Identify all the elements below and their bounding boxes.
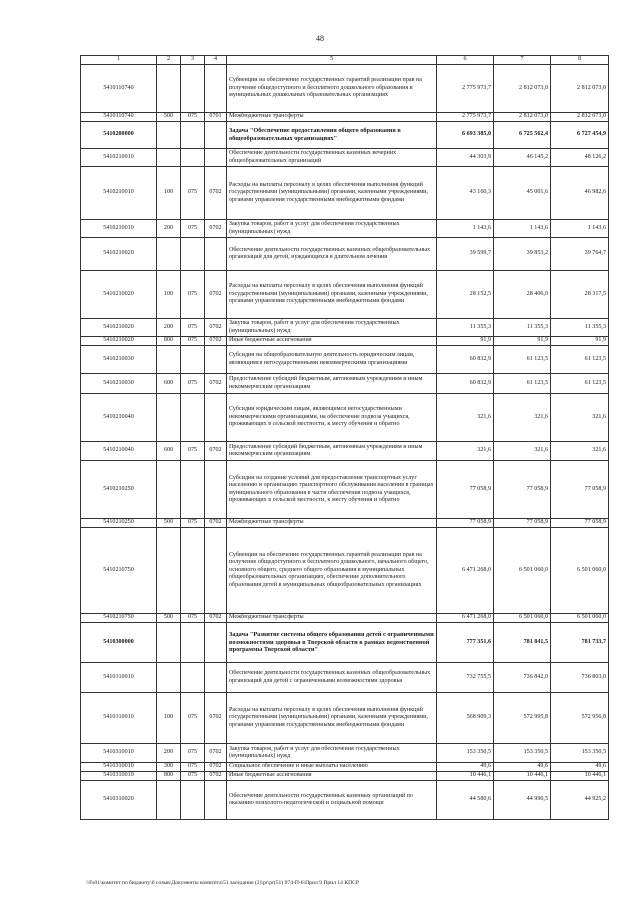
value-col-6-cell: 321,6 bbox=[437, 394, 494, 442]
vr-cell: 100 bbox=[157, 693, 181, 744]
rz-cell: 075 bbox=[181, 519, 205, 528]
pr-cell bbox=[205, 65, 227, 113]
vr-cell: 500 bbox=[157, 113, 181, 122]
pr-cell bbox=[205, 122, 227, 149]
description-cell: Закупка товаров, работ и услуг для обеспечения государственных (муниципальных) нужд bbox=[227, 744, 437, 763]
vr-cell: 100 bbox=[157, 167, 181, 220]
value-col-7-cell: 6 501 060,0 bbox=[494, 614, 551, 623]
code-cell: 5410210750 bbox=[81, 528, 157, 614]
description-cell: Субсидии на создание условий для предоставления транспортных услуг населению и организацию транспортного обслуживания населения в границах муниципального образования в части обеспечения подвоза учащихся, проживающих в сельской местности, к месту обучения и обратно bbox=[227, 461, 437, 519]
table-row bbox=[81, 337, 609, 346]
header-col-4: 4 bbox=[205, 56, 227, 65]
pr-cell bbox=[205, 781, 227, 820]
value-col-6-cell: 6 471 268,0 bbox=[437, 614, 494, 623]
description-cell: Расходы на выплаты персоналу в целях обеспечения выполнения функций государственными (муниципальными) органами, казенными учреждениями, органами управления государственными внебюджетными фондами bbox=[227, 167, 437, 220]
table-row bbox=[81, 442, 609, 461]
value-col-6-cell: 44 303,9 bbox=[437, 149, 494, 167]
value-col-8-cell: 6 501 060,0 bbox=[551, 528, 609, 614]
value-col-6-cell: 1 143,6 bbox=[437, 220, 494, 238]
rz-cell bbox=[181, 394, 205, 442]
vr-cell bbox=[157, 346, 181, 374]
code-cell: 5410310020 bbox=[81, 781, 157, 820]
table-row bbox=[81, 394, 609, 442]
rz-cell bbox=[181, 781, 205, 820]
pr-cell: 0702 bbox=[205, 167, 227, 220]
value-col-6-cell: 6 693 385,0 bbox=[437, 122, 494, 149]
rz-cell: 075 bbox=[181, 337, 205, 346]
value-col-7-cell: 77 058,9 bbox=[494, 519, 551, 528]
description-cell: Субсидии на общеобразовательную деятельность юридическим лицам, являющимся негосударственными некоммерческими организациями bbox=[227, 346, 437, 374]
value-col-8-cell: 46 982,6 bbox=[551, 167, 609, 220]
rz-cell: 075 bbox=[181, 772, 205, 781]
table-row bbox=[81, 65, 609, 113]
rz-cell bbox=[181, 122, 205, 149]
value-col-7-cell: 6 725 562,4 bbox=[494, 122, 551, 149]
rz-cell: 075 bbox=[181, 220, 205, 238]
rz-cell bbox=[181, 238, 205, 271]
pr-cell: 0702 bbox=[205, 519, 227, 528]
value-col-7-cell: 736 842,0 bbox=[494, 663, 551, 693]
description-cell: Субвенции на обеспечение государственных гарантий реализации прав на получение общедоступного и бесплатного дошкольного образования в муниципальных дошкольных образовательных организациях bbox=[227, 65, 437, 113]
description-cell: Расходы на выплаты персоналу в целях обеспечения выполнения функций государственными (муниципальными) органами, казенными учреждениями, органами управления государственными внебюджетными фондами bbox=[227, 271, 437, 319]
pr-cell: 0702 bbox=[205, 772, 227, 781]
vr-cell: 100 bbox=[157, 271, 181, 319]
budget-table bbox=[80, 55, 609, 820]
code-cell: 5410210010 bbox=[81, 149, 157, 167]
rz-cell: 075 bbox=[181, 763, 205, 772]
code-cell: 5410210030 bbox=[81, 346, 157, 374]
value-col-6-cell: 43 160,3 bbox=[437, 167, 494, 220]
table-row bbox=[81, 744, 609, 763]
value-col-6-cell: 60 832,9 bbox=[437, 346, 494, 374]
header-col-6: 6 bbox=[437, 56, 494, 65]
footer-file-path: \\Fs01\комитет по бюджету\6 созыв\Документы комитета\51 заседание (2)\pr\pr(51) 974-П-6\Прил 9 Прил 14 КПСР bbox=[86, 880, 359, 886]
code-cell: 5410110740 bbox=[81, 65, 157, 113]
table-row bbox=[81, 781, 609, 820]
pr-cell: 0701 bbox=[205, 113, 227, 122]
code-cell: 5410310010 bbox=[81, 693, 157, 744]
pr-cell: 0702 bbox=[205, 442, 227, 461]
table-row bbox=[81, 374, 609, 394]
value-col-7-cell: 6 501 060,0 bbox=[494, 528, 551, 614]
vr-cell bbox=[157, 149, 181, 167]
value-col-8-cell: 321,6 bbox=[551, 394, 609, 442]
vr-cell: 800 bbox=[157, 337, 181, 346]
value-col-7-cell: 28 406,0 bbox=[494, 271, 551, 319]
value-col-6-cell: 2 775 973,7 bbox=[437, 113, 494, 122]
value-col-7-cell: 153 350,5 bbox=[494, 744, 551, 763]
vr-cell: 300 bbox=[157, 763, 181, 772]
code-cell: 5410110740 bbox=[81, 113, 157, 122]
description-cell: Предоставление субсидий бюджетным, автономным учреждениям и иным некоммерческим организациям bbox=[227, 374, 437, 394]
table-row bbox=[81, 519, 609, 528]
value-col-8-cell: 48 126,2 bbox=[551, 149, 609, 167]
rz-cell: 075 bbox=[181, 374, 205, 394]
rz-cell: 075 bbox=[181, 442, 205, 461]
value-col-6-cell: 91,9 bbox=[437, 337, 494, 346]
value-col-6-cell: 321,6 bbox=[437, 442, 494, 461]
pr-cell: 0702 bbox=[205, 319, 227, 337]
code-cell: 5410210250 bbox=[81, 519, 157, 528]
vr-cell bbox=[157, 122, 181, 149]
value-col-7-cell: 39 853,2 bbox=[494, 238, 551, 271]
description-cell: Обеспечение деятельности государственных казенных вечерних общеобразовательных организаций bbox=[227, 149, 437, 167]
value-col-6-cell: 28 152,5 bbox=[437, 271, 494, 319]
value-col-6-cell: 777 351,6 bbox=[437, 623, 494, 663]
value-col-7-cell: 61 123,5 bbox=[494, 374, 551, 394]
rz-cell bbox=[181, 346, 205, 374]
value-col-6-cell: 568 909,3 bbox=[437, 693, 494, 744]
value-col-7-cell: 2 812 073,0 bbox=[494, 113, 551, 122]
page-number: 48 bbox=[316, 34, 324, 43]
header-col-8: 8 bbox=[551, 56, 609, 65]
value-col-8-cell: 39 764,7 bbox=[551, 238, 609, 271]
value-col-8-cell: 10 446,1 bbox=[551, 772, 609, 781]
pr-cell: 0702 bbox=[205, 693, 227, 744]
pr-cell: 0702 bbox=[205, 337, 227, 346]
value-col-8-cell: 91,9 bbox=[551, 337, 609, 346]
description-cell: Иные бюджетные ассигнования bbox=[227, 337, 437, 346]
value-col-6-cell: 60 832,9 bbox=[437, 374, 494, 394]
pr-cell: 0702 bbox=[205, 271, 227, 319]
value-col-7-cell: 1 143,6 bbox=[494, 220, 551, 238]
value-col-8-cell: 736 803,0 bbox=[551, 663, 609, 693]
value-col-7-cell: 45 001,6 bbox=[494, 167, 551, 220]
value-col-6-cell: 10 446,1 bbox=[437, 772, 494, 781]
description-cell: Расходы на выплаты персоналу в целях обеспечения выполнения функций государственными (муниципальными) органами, казенными учреждениями, органами управления государственными внебюджетными фондами bbox=[227, 693, 437, 744]
code-cell: 5410210040 bbox=[81, 394, 157, 442]
value-col-7-cell: 11 355,3 bbox=[494, 319, 551, 337]
table-row bbox=[81, 772, 609, 781]
table-row bbox=[81, 663, 609, 693]
value-col-6-cell: 39 599,7 bbox=[437, 238, 494, 271]
table-row bbox=[81, 763, 609, 772]
vr-cell bbox=[157, 781, 181, 820]
description-cell: Иные бюджетные ассигнования bbox=[227, 772, 437, 781]
table-row bbox=[81, 461, 609, 519]
code-cell: 5410210040 bbox=[81, 442, 157, 461]
pr-cell bbox=[205, 238, 227, 271]
pr-cell bbox=[205, 394, 227, 442]
value-col-7-cell: 61 123,5 bbox=[494, 346, 551, 374]
code-cell: 5410310010 bbox=[81, 772, 157, 781]
code-cell: 5410210030 bbox=[81, 374, 157, 394]
vr-cell bbox=[157, 663, 181, 693]
table-row bbox=[81, 319, 609, 337]
table-row bbox=[81, 149, 609, 167]
pr-cell bbox=[205, 623, 227, 663]
value-col-8-cell: 2 812 073,0 bbox=[551, 113, 609, 122]
code-cell: 5410210750 bbox=[81, 614, 157, 623]
description-cell: Закупка товаров, работ и услуг для обеспечения государственных (муниципальных) нужд bbox=[227, 220, 437, 238]
vr-cell: 200 bbox=[157, 744, 181, 763]
description-cell: Задача "Развитие системы общего образования детей с ограниченными возможностями здоровья в Тверской области в рамках ведомственной программы Тверской области" bbox=[227, 623, 437, 663]
value-col-8-cell: 28 317,5 bbox=[551, 271, 609, 319]
value-col-7-cell: 321,6 bbox=[494, 394, 551, 442]
code-cell: 5410200000 bbox=[81, 122, 157, 149]
rz-cell bbox=[181, 149, 205, 167]
vr-cell bbox=[157, 528, 181, 614]
value-col-8-cell: 44 925,2 bbox=[551, 781, 609, 820]
code-cell: 5410310010 bbox=[81, 663, 157, 693]
table-row bbox=[81, 220, 609, 238]
value-col-7-cell: 321,6 bbox=[494, 442, 551, 461]
table-row bbox=[81, 346, 609, 374]
header-col-3: 3 bbox=[181, 56, 205, 65]
code-cell: 5410210010 bbox=[81, 220, 157, 238]
rz-cell: 075 bbox=[181, 113, 205, 122]
table-row bbox=[81, 238, 609, 271]
table-row bbox=[81, 614, 609, 623]
code-cell: 5410210020 bbox=[81, 337, 157, 346]
value-col-7-cell: 44 990,5 bbox=[494, 781, 551, 820]
value-col-8-cell: 6 501 060,0 bbox=[551, 614, 609, 623]
table-header-row bbox=[81, 56, 609, 65]
vr-cell: 800 bbox=[157, 772, 181, 781]
pr-cell: 0702 bbox=[205, 744, 227, 763]
pr-cell: 0702 bbox=[205, 763, 227, 772]
vr-cell bbox=[157, 623, 181, 663]
value-col-6-cell: 2 775 973,7 bbox=[437, 65, 494, 113]
code-cell: 5410210010 bbox=[81, 167, 157, 220]
value-col-8-cell: 61 123,5 bbox=[551, 374, 609, 394]
header-col-1: 1 bbox=[81, 56, 157, 65]
description-cell: Межбюджетные трансферты bbox=[227, 614, 437, 623]
value-col-7-cell: 572 995,8 bbox=[494, 693, 551, 744]
rz-cell: 075 bbox=[181, 319, 205, 337]
code-cell: 5410310010 bbox=[81, 744, 157, 763]
value-col-6-cell: 6 471 268,0 bbox=[437, 528, 494, 614]
rz-cell bbox=[181, 623, 205, 663]
value-col-6-cell: 153 350,5 bbox=[437, 744, 494, 763]
table-row bbox=[81, 167, 609, 220]
description-cell: Обеспечение деятельности государственных казенных организаций по оказанию психолого-педагогической и социальной помощи bbox=[227, 781, 437, 820]
description-cell: Межбюджетные трансферты bbox=[227, 519, 437, 528]
rz-cell bbox=[181, 528, 205, 614]
code-cell: 5410210020 bbox=[81, 271, 157, 319]
value-col-7-cell: 781 841,5 bbox=[494, 623, 551, 663]
rz-cell: 075 bbox=[181, 744, 205, 763]
value-col-6-cell: 11 355,3 bbox=[437, 319, 494, 337]
table-row bbox=[81, 623, 609, 663]
rz-cell: 075 bbox=[181, 271, 205, 319]
value-col-8-cell: 77 058,9 bbox=[551, 461, 609, 519]
table-row bbox=[81, 122, 609, 149]
header-col-7: 7 bbox=[494, 56, 551, 65]
rz-cell: 075 bbox=[181, 167, 205, 220]
value-col-7-cell: 91,9 bbox=[494, 337, 551, 346]
value-col-8-cell: 781 733,7 bbox=[551, 623, 609, 663]
value-col-8-cell: 153 350,5 bbox=[551, 744, 609, 763]
code-cell: 5410210020 bbox=[81, 238, 157, 271]
description-cell: Предоставление субсидий бюджетным, автономным учреждениям и иным некоммерческим организациям bbox=[227, 442, 437, 461]
value-col-7-cell: 2 812 073,0 bbox=[494, 65, 551, 113]
vr-cell bbox=[157, 461, 181, 519]
rz-cell bbox=[181, 461, 205, 519]
pr-cell bbox=[205, 663, 227, 693]
vr-cell bbox=[157, 394, 181, 442]
table-row bbox=[81, 113, 609, 122]
rz-cell: 075 bbox=[181, 693, 205, 744]
rz-cell bbox=[181, 663, 205, 693]
code-cell: 5410210020 bbox=[81, 319, 157, 337]
vr-cell bbox=[157, 65, 181, 113]
code-cell: 5410310010 bbox=[81, 763, 157, 772]
value-col-6-cell: 77 058,9 bbox=[437, 519, 494, 528]
value-col-8-cell: 77 058,9 bbox=[551, 519, 609, 528]
description-cell: Закупка товаров, работ и услуг для обеспечения государственных (муниципальных) нужд bbox=[227, 319, 437, 337]
pr-cell bbox=[205, 149, 227, 167]
vr-cell: 600 bbox=[157, 442, 181, 461]
pr-cell: 0702 bbox=[205, 220, 227, 238]
code-cell: 5410300000 bbox=[81, 623, 157, 663]
vr-cell bbox=[157, 238, 181, 271]
vr-cell: 200 bbox=[157, 319, 181, 337]
table-row bbox=[81, 528, 609, 614]
value-col-8-cell: 1 143,6 bbox=[551, 220, 609, 238]
vr-cell: 200 bbox=[157, 220, 181, 238]
description-cell: Обеспечение деятельности государственных казенных общеобразовательных организаций для детей, нуждающихся в длительном лечении bbox=[227, 238, 437, 271]
value-col-6-cell: 49,6 bbox=[437, 763, 494, 772]
table-row bbox=[81, 271, 609, 319]
header-col-2: 2 bbox=[157, 56, 181, 65]
code-cell: 5410210250 bbox=[81, 461, 157, 519]
vr-cell: 500 bbox=[157, 519, 181, 528]
table-row bbox=[81, 693, 609, 744]
description-cell: Обеспечение деятельности государственных казенных общеобразовательных организаций для детей с ограниченными возможностями здоровья bbox=[227, 663, 437, 693]
value-col-8-cell: 6 727 454,9 bbox=[551, 122, 609, 149]
pr-cell: 0702 bbox=[205, 374, 227, 394]
description-cell: Субвенции на обеспечение государственных гарантий реализации прав на получение общедоступного и бесплатного дошкольного, начального общего, основного общего, среднего общего образования в муниципальных общеобразовательных организациях, обеспечение дополнительного образования детей в муниципальных общеобразовательных организациях bbox=[227, 528, 437, 614]
pr-cell bbox=[205, 346, 227, 374]
header-col-5: 5 bbox=[227, 56, 437, 65]
value-col-8-cell: 61 123,5 bbox=[551, 346, 609, 374]
value-col-7-cell: 46 145,2 bbox=[494, 149, 551, 167]
value-col-7-cell: 10 446,1 bbox=[494, 772, 551, 781]
value-col-7-cell: 49,6 bbox=[494, 763, 551, 772]
pr-cell bbox=[205, 528, 227, 614]
value-col-8-cell: 11 355,3 bbox=[551, 319, 609, 337]
vr-cell: 600 bbox=[157, 374, 181, 394]
pr-cell bbox=[205, 461, 227, 519]
description-cell: Межбюджетные трансферты bbox=[227, 113, 437, 122]
pr-cell: 0702 bbox=[205, 614, 227, 623]
description-cell: Социальное обеспечение и иные выплаты населению bbox=[227, 763, 437, 772]
value-col-6-cell: 44 580,6 bbox=[437, 781, 494, 820]
description-cell: Субсидии юридическим лицам, являющимся негосударственными некоммерческими организациями, на обеспечение подвоза учащихся, проживающих в сельской местности, к месту обучения и обратно bbox=[227, 394, 437, 442]
description-cell: Задача "Обеспечение предоставления общего образования в общеобразовательных организациях" bbox=[227, 122, 437, 149]
value-col-8-cell: 2 812 073,0 bbox=[551, 65, 609, 113]
value-col-8-cell: 49,6 bbox=[551, 763, 609, 772]
table-body bbox=[81, 65, 609, 820]
rz-cell: 075 bbox=[181, 614, 205, 623]
value-col-7-cell: 77 058,9 bbox=[494, 461, 551, 519]
value-col-6-cell: 77 058,9 bbox=[437, 461, 494, 519]
value-col-8-cell: 572 956,8 bbox=[551, 693, 609, 744]
value-col-8-cell: 321,6 bbox=[551, 442, 609, 461]
rz-cell bbox=[181, 65, 205, 113]
value-col-6-cell: 732 755,5 bbox=[437, 663, 494, 693]
vr-cell: 500 bbox=[157, 614, 181, 623]
